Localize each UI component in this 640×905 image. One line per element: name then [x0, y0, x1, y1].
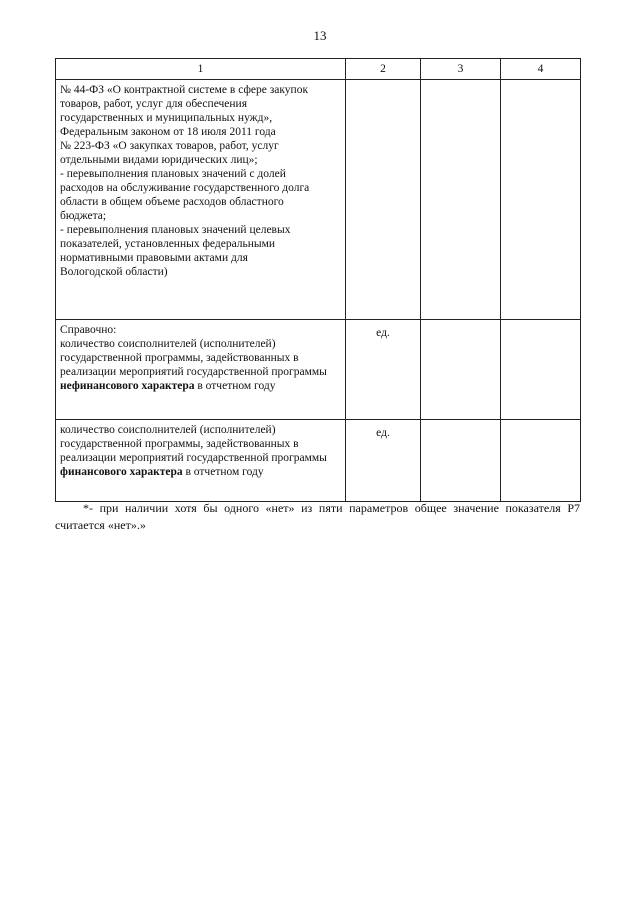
- row-text-part: в отчетном году: [194, 380, 276, 392]
- description-line: показателей, установленных федеральными: [60, 238, 276, 250]
- row-description-continued: [56, 80, 346, 320]
- row-text-part: в отчетном году: [182, 466, 264, 478]
- row-text-part: количество соисполнителей (исполнителей) государственной программы, задействованных в реализации мероприятий государственной программы: [60, 338, 327, 378]
- description-line: № 223-ФЗ «О закупках товаров, работ, услуг: [60, 140, 279, 152]
- description-line: № 44-ФЗ «О контрактной системе в сфере закупок: [60, 84, 309, 96]
- unit-cell: ед.: [346, 320, 421, 420]
- column-header-1: 1: [56, 59, 346, 80]
- row-nonfinancial-coexecutors: [56, 320, 346, 420]
- column-header-2: 2: [346, 59, 421, 80]
- table-row: [56, 80, 581, 320]
- reference-label: Справочно:: [60, 324, 117, 336]
- empty-cell: [421, 420, 501, 502]
- column-header-3: 3: [421, 59, 501, 80]
- empty-cell: [346, 80, 421, 320]
- unit-cell: ед.: [346, 420, 421, 502]
- description-line: отдельными видами юридических лиц»;: [60, 154, 258, 166]
- description-line: товаров, работ, услуг для обеспечения: [60, 98, 247, 110]
- row-text-part: количество соисполнителей (исполнителей) государственной программы, задействованных в реализации мероприятий государственной программы: [60, 424, 327, 464]
- description-line: Федеральным законом от 18 июля 2011 года: [60, 126, 276, 138]
- empty-cell: [421, 320, 501, 420]
- row-text-bold: нефинансового характера: [60, 380, 195, 392]
- description-line: - перевыполнения плановых значений целевых: [60, 224, 291, 236]
- footnote: *- при наличии хотя бы одного «нет» из пяти параметров общее значение показателя Р7 считается «нет».»: [55, 501, 580, 532]
- column-header-4: 4: [501, 59, 581, 80]
- row-text: [60, 337, 341, 393]
- empty-cell: [501, 80, 581, 320]
- row-text-bold: финансового характера: [60, 466, 183, 478]
- table-row: [56, 320, 581, 420]
- empty-cell: [501, 420, 581, 502]
- row-text: [60, 423, 341, 479]
- description-line: - перевыполнения плановых значений с долей: [60, 168, 286, 180]
- description-line: государственных и муниципальных нужд»,: [60, 112, 273, 124]
- description-line: бюджета;: [60, 210, 107, 222]
- description-line: области в общем объеме расходов областного: [60, 196, 284, 208]
- description-line: Вологодской области): [60, 266, 168, 278]
- empty-cell: [421, 80, 501, 320]
- table-row: [56, 420, 581, 502]
- page-number: 13: [313, 28, 327, 43]
- row-financial-coexecutors: [56, 420, 346, 502]
- empty-cell: [501, 320, 581, 420]
- description-line: нормативными правовыми актами для: [60, 252, 248, 264]
- indicator-table: [55, 58, 581, 502]
- table-header-row: [56, 59, 581, 80]
- description-line: расходов на обслуживание государственного долга: [60, 182, 310, 194]
